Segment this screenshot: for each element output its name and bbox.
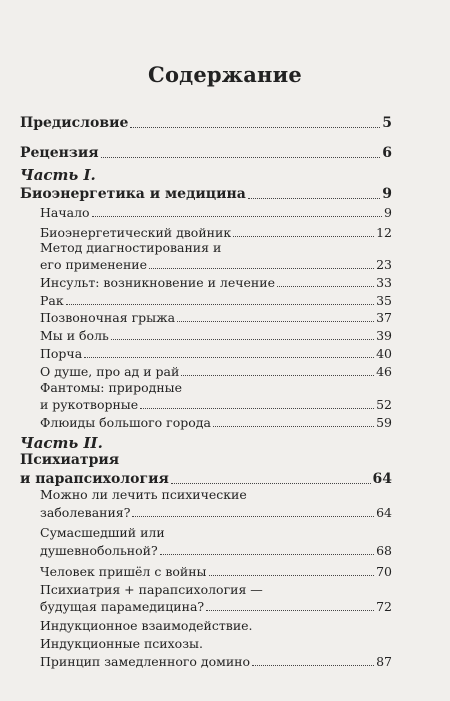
leader-dots xyxy=(149,268,374,269)
toc-entry[interactable] xyxy=(40,347,392,361)
toc-entry-label: Принцип замедленного домино xyxy=(40,654,251,669)
toc-entry-label: его применение xyxy=(40,257,148,272)
toc-entry-page: 59 xyxy=(376,415,392,430)
toc-entry-page: 9 xyxy=(384,205,392,220)
toc-entry-page: 40 xyxy=(376,346,392,361)
toc-entry-label-line: Сумасшедший или xyxy=(40,525,165,540)
leader-dots xyxy=(252,665,374,666)
toc-entry-label: Рецензия xyxy=(20,145,99,161)
toc-entry-page: 23 xyxy=(376,257,392,272)
toc-entry-page: 52 xyxy=(376,397,392,412)
toc-entry-page: 37 xyxy=(376,310,392,325)
toc-entry-label: душевнобольной? xyxy=(40,543,158,558)
toc-entry-label: Начало xyxy=(40,205,90,220)
toc-entry-part1-title[interactable] xyxy=(20,186,392,202)
leader-dots xyxy=(213,426,374,427)
toc-entry-page: 5 xyxy=(382,115,392,131)
toc-entry[interactable] xyxy=(40,416,392,430)
toc-entry-label-line: Психиатрия + парапсихология — xyxy=(40,582,263,597)
leader-dots xyxy=(140,408,374,409)
toc-entry-label-line: Можно ли лечить психические xyxy=(40,487,247,502)
toc-entry[interactable] xyxy=(40,655,392,669)
toc-entry-page: 64 xyxy=(376,505,392,520)
toc-entry-label-line: Психиатрия xyxy=(20,452,120,468)
toc-entry-preface[interactable] xyxy=(20,115,392,131)
toc-entry-label: О душе, про ад и рай xyxy=(40,364,180,379)
toc-entry-page: 12 xyxy=(376,225,392,240)
toc-entry[interactable] xyxy=(40,565,392,579)
toc-entry[interactable] xyxy=(40,506,392,520)
toc-entry-page: 6 xyxy=(382,145,392,161)
toc-entry-label-line: Индукционное взаимодействие. xyxy=(40,618,253,633)
leader-dots xyxy=(233,236,374,237)
toc-entry-page: 9 xyxy=(382,186,392,202)
page-title: Содержание xyxy=(148,62,302,87)
toc-entry[interactable] xyxy=(40,398,392,412)
part-heading: Часть I. xyxy=(20,166,96,184)
leader-dots xyxy=(171,483,371,484)
toc-entry-label-line: Индукционные психозы. xyxy=(40,636,203,651)
toc-entry-page: 35 xyxy=(376,293,392,308)
toc-entry-label: Флюиды большого города xyxy=(40,415,211,430)
toc-entry[interactable] xyxy=(40,329,392,343)
toc-entry[interactable] xyxy=(40,206,392,220)
toc-entry-page: 46 xyxy=(376,364,392,379)
toc-entry-page: 72 xyxy=(376,599,392,614)
leader-dots xyxy=(209,575,375,576)
toc-entry-label: Мы и боль xyxy=(40,328,109,343)
toc-entry-label: Предисловие xyxy=(20,115,129,131)
toc-entry[interactable] xyxy=(40,311,392,325)
leader-dots xyxy=(277,286,374,287)
leader-dots xyxy=(248,198,380,199)
toc-entry-label: Инсульт: возникновение и лечение xyxy=(40,275,275,290)
toc-entry-page: 39 xyxy=(376,328,392,343)
toc-entry-label: Позвоночная грыжа xyxy=(40,310,176,325)
toc-entry[interactable] xyxy=(40,544,392,558)
leader-dots xyxy=(84,357,374,358)
leader-dots xyxy=(177,321,374,322)
toc-entry-label: будущая парамедицина? xyxy=(40,599,205,614)
part-heading: Часть II. xyxy=(20,434,103,452)
toc-entry-review[interactable] xyxy=(20,145,392,161)
toc-entry[interactable] xyxy=(40,365,392,379)
toc-entry[interactable] xyxy=(40,258,392,272)
toc-entry-page: 70 xyxy=(376,564,392,579)
toc-entry-page: 33 xyxy=(376,275,392,290)
toc-entry-label: Человек пришёл с войны xyxy=(40,564,207,579)
toc-entry-label: и рукотворные xyxy=(40,397,139,412)
leader-dots xyxy=(132,516,374,517)
toc-entry-label: заболевания? xyxy=(40,505,131,520)
toc-entry[interactable] xyxy=(40,276,392,290)
toc-entry-label-line: Метод диагностирования и xyxy=(40,240,222,255)
leader-dots xyxy=(111,339,374,340)
leader-dots xyxy=(66,304,374,305)
leader-dots xyxy=(160,554,374,555)
toc-entry-label: Порча xyxy=(40,346,83,361)
toc-entry[interactable] xyxy=(40,600,392,614)
leader-dots xyxy=(101,157,381,158)
toc-entry[interactable] xyxy=(40,226,392,240)
toc-entry-label: Рак xyxy=(40,293,64,308)
toc-entry-page: 64 xyxy=(372,471,392,487)
toc-entry-part2-title[interactable] xyxy=(20,471,392,487)
toc-entry-page: 87 xyxy=(376,654,392,669)
toc-entry-label: Биоэнергетический двойник xyxy=(40,225,232,240)
leader-dots xyxy=(92,216,383,217)
leader-dots xyxy=(181,375,374,376)
toc-entry[interactable] xyxy=(40,294,392,308)
toc-entry-label: Биоэнергетика и медицина xyxy=(20,186,246,202)
toc-entry-label: и парапсихология xyxy=(20,471,169,487)
leader-dots xyxy=(130,127,380,128)
toc-entry-page: 68 xyxy=(376,543,392,558)
leader-dots xyxy=(206,610,374,611)
toc-entry-label-line: Фантомы: природные xyxy=(40,380,183,395)
